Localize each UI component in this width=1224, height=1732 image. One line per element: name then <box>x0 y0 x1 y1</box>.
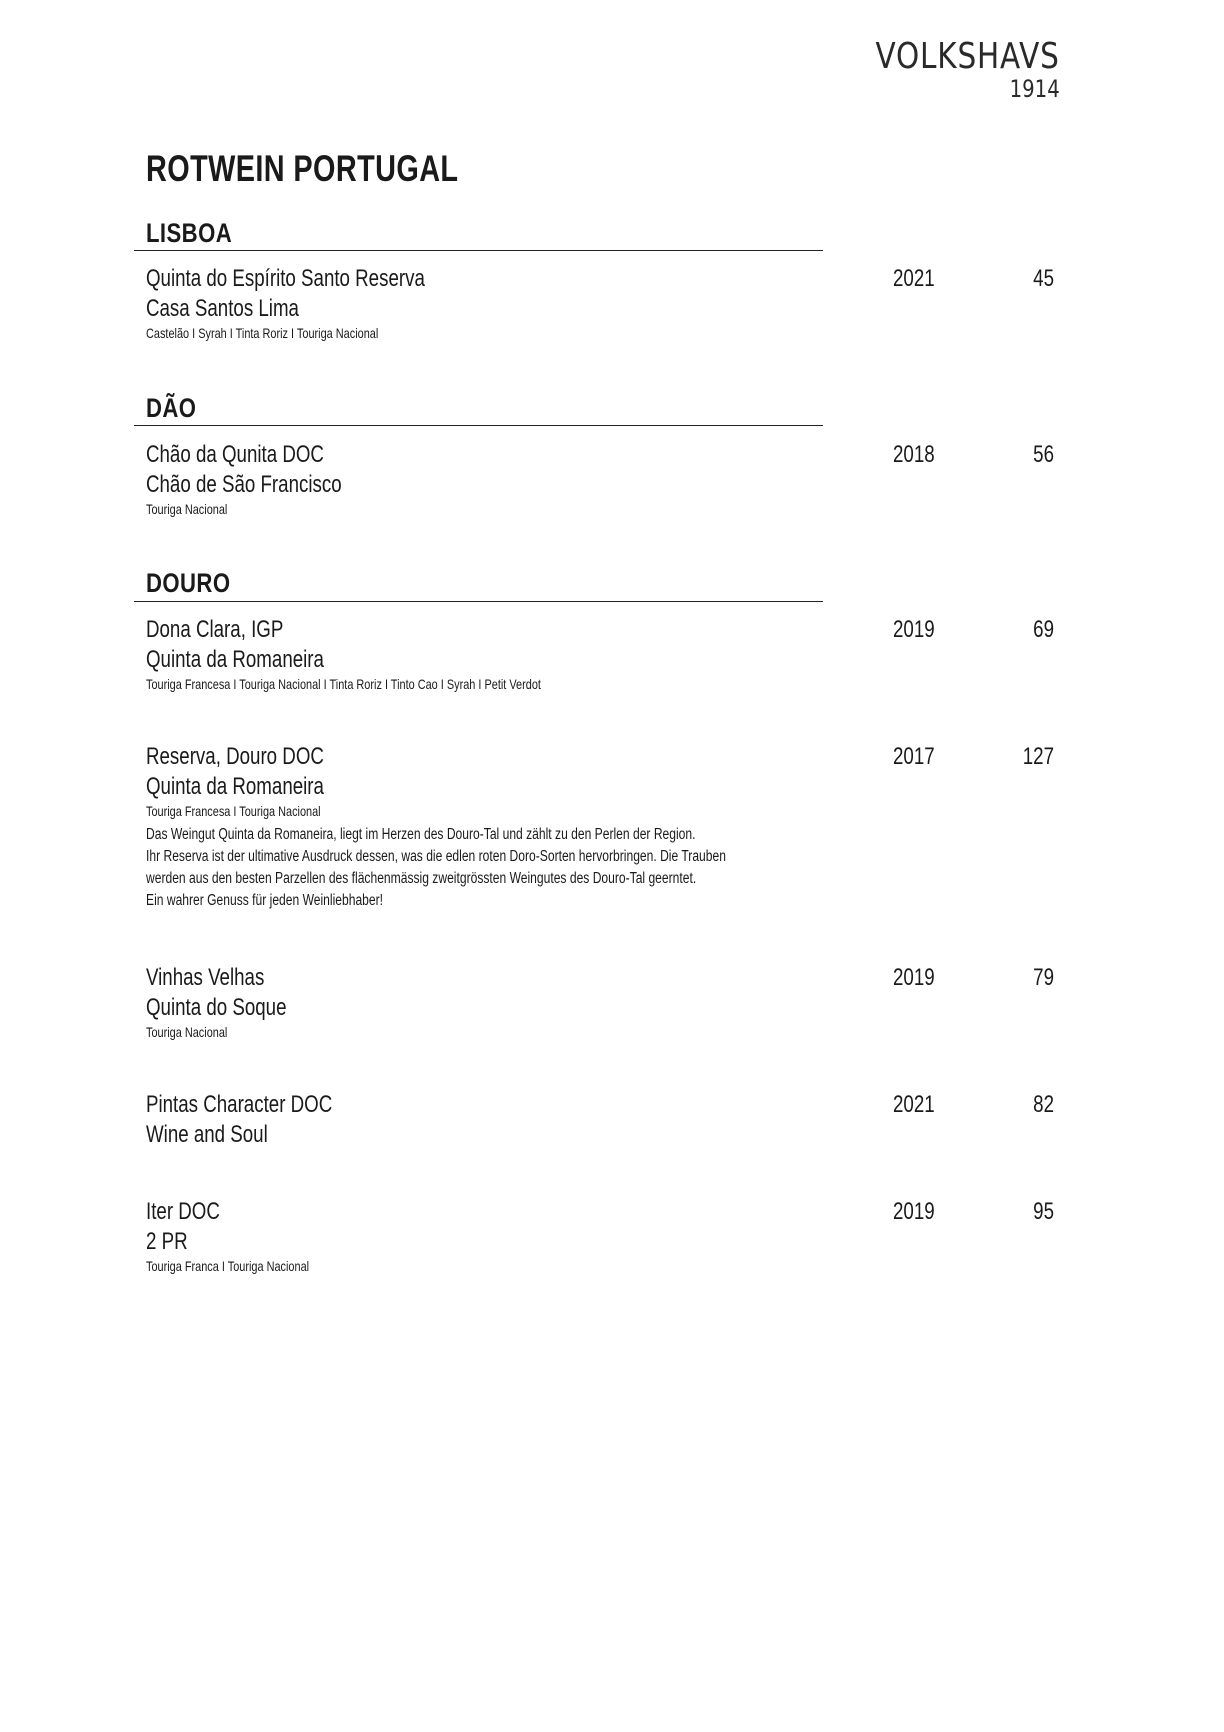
wine-producer: 2 PR <box>146 1228 188 1255</box>
wine-item <box>146 1090 385 1150</box>
wine-item <box>146 264 504 342</box>
wine-name: Iter DOC <box>146 1198 220 1225</box>
wine-producer: Wine and Soul <box>146 1121 268 1148</box>
wine-price: 127 <box>1022 743 1054 770</box>
wine-price: 45 <box>1033 265 1054 292</box>
wine-vintage: 2021 <box>893 265 935 292</box>
wine-grapes: Castelão I Syrah I Tinta Roriz I Touriga Nacional <box>146 325 379 341</box>
wine-producer: Quinta da Romaneira <box>146 773 324 800</box>
region-title: LISBOA <box>146 218 233 248</box>
wine-name: Pintas Character DOC <box>146 1091 333 1118</box>
wine-item <box>146 615 652 693</box>
wine-producer: Chão de São Francisco <box>146 471 342 498</box>
region-title: DOURO <box>146 568 231 598</box>
wine-vintage: 2018 <box>893 441 935 468</box>
region-divider <box>134 425 823 426</box>
wine-description-line: werden aus den besten Parzellen des flächenmässig zweitgrössten Weingutes des Douro-Tal geerntet. <box>146 870 697 887</box>
wine-grapes: Touriga Francesa I Touriga Nacional <box>146 803 321 819</box>
wine-name: Vinhas Velhas <box>146 964 265 991</box>
wine-grapes: Touriga Nacional <box>146 1024 228 1040</box>
wine-description-line: Ihr Reserva ist der ultimative Ausdruck dessen, was die edlen roten Doro-Sorten hervorbringen. Die Trauben <box>146 848 726 865</box>
wine-price: 79 <box>1033 964 1054 991</box>
wine-description-line: Ein wahrer Genuss für jeden Weinliebhaber! <box>146 892 384 909</box>
wine-name: Reserva, Douro DOC <box>146 743 324 770</box>
region-title: DÃO <box>146 393 197 423</box>
wine-description-line: Das Weingut Quinta da Romaneira, liegt im Herzen des Douro-Tal und zählt zu den Perlen der Region. <box>146 826 696 843</box>
wine-grapes: Touriga Francesa I Touriga Nacional I Tinta Roriz I Tinto Cao I Syrah I Petit Verdot <box>146 676 541 692</box>
wine-vintage: 2019 <box>893 616 935 643</box>
wine-name: Chão da Qunita DOC <box>146 441 324 468</box>
wine-vintage: 2019 <box>893 1198 935 1225</box>
wine-vintage: 2019 <box>893 964 935 991</box>
wine-description <box>146 824 726 912</box>
region-divider <box>134 250 823 251</box>
region-divider <box>134 601 823 602</box>
wine-item <box>146 963 326 1041</box>
wine-producer: Quinta da Romaneira <box>146 646 324 673</box>
wine-name: Quinta do Espírito Santo Reserva <box>146 265 425 292</box>
wine-grapes: Touriga Nacional <box>146 501 228 517</box>
wine-price: 56 <box>1033 441 1054 468</box>
wine-price: 69 <box>1033 616 1054 643</box>
wine-name: Dona Clara, IGP <box>146 616 284 643</box>
wine-vintage: 2021 <box>893 1091 935 1118</box>
wine-price: 95 <box>1033 1198 1054 1225</box>
wine-item <box>146 742 890 912</box>
wine-grapes: Touriga Franca I Touriga Nacional <box>146 1258 310 1274</box>
wine-item <box>146 440 397 518</box>
wine-item <box>146 1197 355 1275</box>
brand-name: VOLKSHAVS <box>875 36 1060 77</box>
wine-vintage: 2017 <box>893 743 935 770</box>
brand-logo <box>835 38 1060 102</box>
brand-year: 1914 <box>1009 74 1060 103</box>
wine-producer: Casa Santos Lima <box>146 295 299 322</box>
wine-producer: Quinta do Soque <box>146 994 287 1021</box>
page-title: ROTWEIN PORTUGAL <box>146 148 459 189</box>
wine-price: 82 <box>1033 1091 1054 1118</box>
